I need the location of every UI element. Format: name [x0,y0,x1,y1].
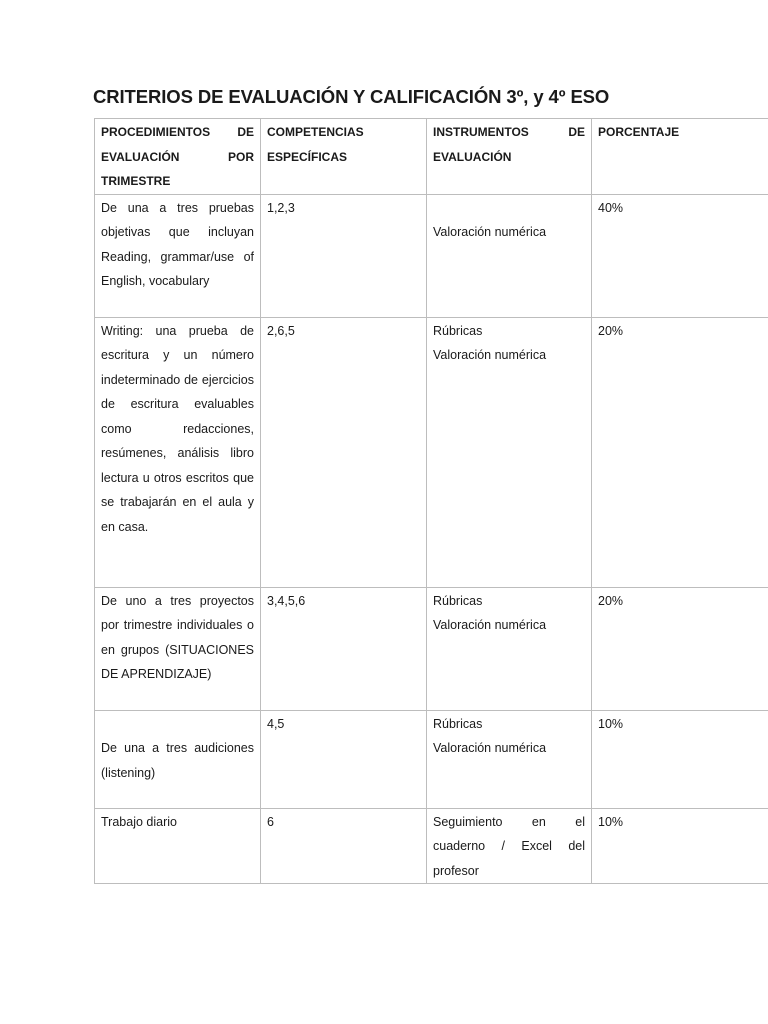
document-title: CRITERIOS DE EVALUACIÓN Y CALIFICACIÓN 3º, y 4º ESO [93,86,610,107]
instrument-item: Valoración numérica [433,348,547,362]
instrument-item: Valoración numérica [433,618,547,632]
cell-competencias: 6 [261,808,427,884]
table-row [95,710,768,808]
cell-competencias: 2,6,5 [261,317,427,587]
cell-porcentaje: 40% [592,194,768,317]
cell-procedimiento: Writing: una prueba de escritura y un número indeterminado de ejercicios de escritura evaluables como redacciones, resúmenes, análisis libro lectura u otros escritos que se trabajarán en el aula y en casa. [95,317,261,587]
header-procedimientos: PROCEDIMIENTOS DE EVALUACIÓN POR TRIMESTRE [95,119,261,195]
cell-competencias: 3,4,5,6 [261,587,427,710]
procedure-text: De una a tres audiciones (listening) [101,741,254,780]
cell-instrumentos [427,587,592,710]
table-header-row [95,119,768,195]
table-row [95,317,768,587]
instrument-item: Rúbricas [433,716,483,731]
header-instrumentos: INSTRUMENTOS DE EVALUACIÓN [427,119,592,195]
table-row [95,808,768,884]
cell-instrumentos [427,710,592,808]
cell-porcentaje: 10% [592,808,768,884]
cell-porcentaje: 10% [592,710,768,808]
cell-porcentaje: 20% [592,317,768,587]
instrument-item: Rúbricas [433,323,483,338]
cell-procedimiento: Trabajo diario [95,808,261,884]
instrument-item: Rúbricas [433,593,483,608]
cell-instrumentos [427,194,592,317]
header-competencias: COMPETENCIAS ESPECÍFICAS [261,119,427,195]
table-row [95,587,768,710]
table-row [95,194,768,317]
instrument-item: Valoración numérica [433,741,547,755]
header-porcentaje: PORCENTAJE [592,119,768,195]
cell-procedimiento [95,710,261,808]
instrument-item: Valoración numérica [433,225,547,239]
cell-procedimiento: De una a tres pruebas objetivas que incluyan Reading, grammar/use of English, vocabulary [95,194,261,317]
cell-procedimiento: De uno a tres proyectos por trimestre individuales o en grupos (SITUACIONES DE APRENDIZAJE) [95,587,261,710]
cell-instrumentos [427,317,592,587]
cell-instrumentos: Seguimiento en el cuaderno / Excel del profesor [427,808,592,884]
evaluation-criteria-table [94,118,768,884]
cell-porcentaje: 20% [592,587,768,710]
cell-competencias: 1,2,3 [261,194,427,317]
cell-competencias: 4,5 [261,710,427,808]
